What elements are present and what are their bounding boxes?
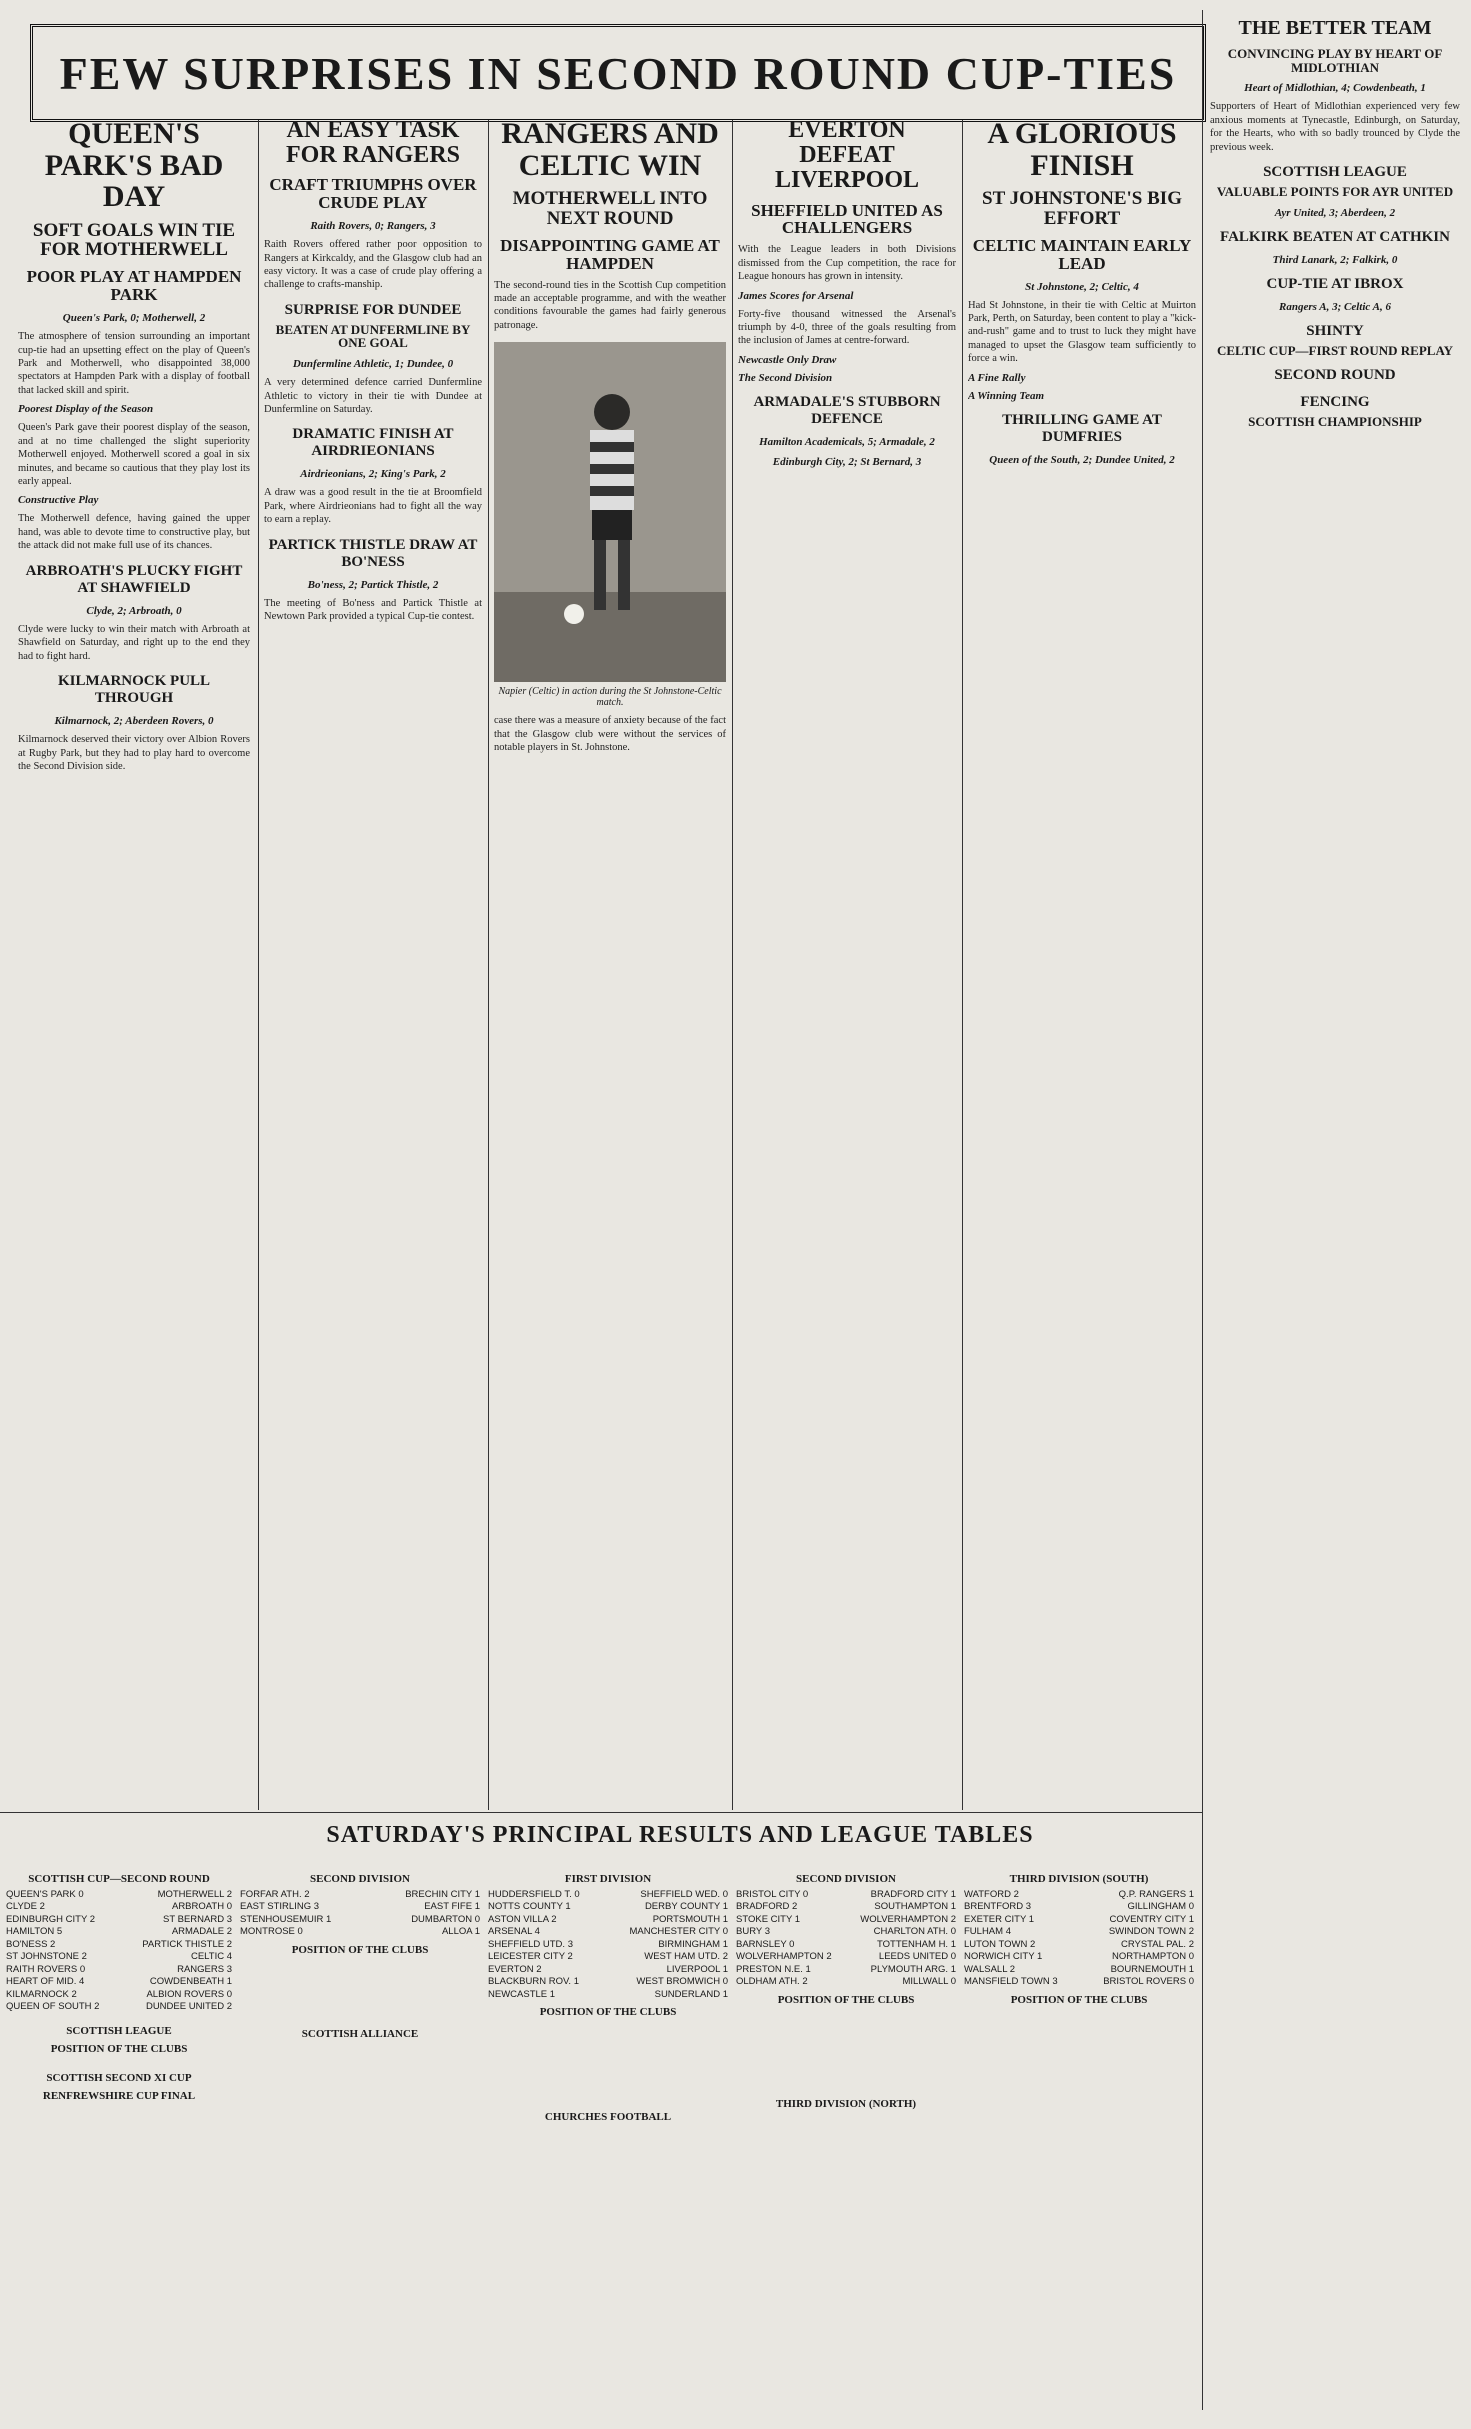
results-rule — [0, 1812, 1202, 1813]
result-row — [488, 1989, 728, 2002]
table-heading: SCOTTISH ALLIANCE — [301, 2028, 419, 2041]
column-st-johnstone — [968, 118, 1196, 1808]
match-score: Raith Rovers, 0; Rangers, 3 — [310, 220, 436, 233]
home-team: LUTON TOWN 2 — [964, 1938, 1036, 1950]
results-rows — [488, 1889, 728, 2002]
away-team: BRECHIN CITY 1 — [405, 1888, 480, 1900]
article-body: Raith Rovers offered rather poor opposition to Rangers at Kirkcaldy, and the Glasgow club had an easy victory. It was a case of crude play offering a challenge to crafts-manship. — [264, 239, 482, 291]
subheading: Constructive Play — [18, 494, 99, 507]
home-team: BLACKBURN ROV. 1 — [488, 1976, 579, 1988]
home-team: NEWCASTLE 1 — [488, 1988, 556, 2000]
match-photo — [494, 342, 726, 682]
home-team: HAMILTON 5 — [6, 1926, 63, 1938]
result-row — [736, 1926, 956, 1939]
section-deck: SCOTTISH CHAMPIONSHIP — [1248, 414, 1422, 430]
away-team: CHARLTON ATH. 0 — [873, 1926, 956, 1938]
section-heading: CUP-TIE AT IBROX — [1266, 275, 1404, 292]
result-row — [240, 1901, 480, 1914]
article-body: Forty-five thousand witnessed the Arsenal's triumph by 4-0, three of the goals resulting from the inclusion of James at centre-forward. — [738, 308, 956, 347]
result-row — [964, 1964, 1194, 1977]
table-heading: FIRST DIVISION — [564, 1873, 652, 1885]
home-team: BRADFORD 2 — [736, 1901, 798, 1913]
result-row — [6, 2001, 232, 2014]
home-team: RAITH ROVERS 0 — [6, 1963, 86, 1975]
away-team: TOTTENHAM H. 1 — [877, 1938, 956, 1950]
subheading: The Second Division — [738, 371, 833, 384]
player-photo-image — [494, 342, 726, 682]
table-heading: RENFREWSHIRE CUP FINAL — [42, 2090, 196, 2103]
home-team: MONTROSE 0 — [240, 1926, 303, 1938]
table-heading: SCOTTISH SECOND XI CUP — [46, 2071, 192, 2084]
section-heading: ARMADALE'S STUBBORN DEFENCE — [753, 393, 941, 427]
away-team: MILLWALL 0 — [902, 1976, 956, 1988]
home-team: BRENTFORD 3 — [964, 1901, 1032, 1913]
away-team: COWDENBEATH 1 — [149, 1976, 232, 1988]
away-team: ST BERNARD 3 — [163, 1913, 232, 1925]
result-row — [6, 1914, 232, 1927]
home-team: NORWICH CITY 1 — [964, 1951, 1043, 1963]
article-body: The Motherwell defence, having gained the upper hand, was able to devote time to constructive play, but the attack did not make full use of its chances. — [18, 513, 250, 552]
results-rows — [964, 1889, 1194, 1989]
away-team: EAST FIFE 1 — [424, 1901, 480, 1913]
away-team: SOUTHAMPTON 1 — [874, 1901, 956, 1913]
article-title: QUEEN'S PARK'S BAD DAY — [44, 118, 224, 213]
result-row — [6, 1939, 232, 1952]
away-team: WEST BROMWICH 0 — [636, 1976, 728, 1988]
away-team: SUNDERLAND 1 — [654, 1988, 728, 2000]
result-row — [964, 1914, 1194, 1927]
column-rule — [732, 120, 733, 1810]
away-team: LIVERPOOL 1 — [666, 1963, 728, 1975]
home-team: LEICESTER CITY 2 — [488, 1951, 573, 1963]
away-team: RANGERS 3 — [177, 1963, 232, 1975]
column-queens-park — [18, 118, 250, 1808]
away-team: BOURNEMOUTH 1 — [1110, 1963, 1194, 1975]
article-deck: SHEFFIELD UNITED AS CHALLENGERS — [751, 200, 943, 238]
match-score: Hamilton Academicals, 5; Armadale, 2 — [759, 435, 935, 448]
subheading: Newcastle Only Draw — [738, 353, 837, 366]
result-row — [6, 1889, 232, 1902]
photo-caption: Napier (Celtic) in action during the St Johnstone-Celtic match. — [498, 686, 722, 709]
result-row — [736, 1964, 956, 1977]
article-body: The meeting of Bo'ness and Partick Thistle at Newtown Park provided a typical Cup-tie contest. — [264, 597, 482, 623]
article-body: The atmosphere of tension surrounding an important cup-tie had an upsetting effect on the play of Queen's Park and Motherwell, who disappointed 38,000 spectators at Hampden Park with a display of football that lacked skill and spirit. — [18, 331, 250, 396]
article-title: A GLORIOUS FINISH — [987, 118, 1177, 182]
article-deck: CELTIC MAINTAIN EARLY LEAD — [972, 235, 1192, 273]
match-score: Clyde, 2; Arbroath, 0 — [86, 604, 182, 617]
away-team: NORTHAMPTON 0 — [1112, 1951, 1194, 1963]
away-team: WOLVERHAMPTON 2 — [860, 1913, 956, 1925]
match-score: Edinburgh City, 2; St Bernard, 3 — [772, 455, 922, 468]
article-deck: CONVINCING PLAY BY HEART OF MIDLOTHIAN — [1227, 46, 1443, 75]
home-team: FORFAR ATH. 2 — [240, 1888, 310, 1900]
article-title: THE BETTER TEAM — [1238, 18, 1432, 39]
home-team: BARNSLEY 0 — [736, 1938, 795, 1950]
result-row — [964, 1976, 1194, 1989]
table-heading: SCOTTISH CUP—SECOND ROUND — [28, 1873, 210, 1885]
home-team: ST JOHNSTONE 2 — [6, 1951, 87, 1963]
article-body: A very determined defence carried Dunfermline Athletic to victory in their tie with Dundee at Dunfermline on Saturday. — [264, 377, 482, 415]
column-rule — [258, 120, 259, 1810]
home-team: WALSALL 2 — [964, 1963, 1016, 1975]
away-team: MANCHESTER CITY 0 — [629, 1926, 728, 1938]
away-team: DERBY COUNTY 1 — [644, 1901, 728, 1913]
away-team: PARTICK THISTLE 2 — [142, 1938, 232, 1950]
away-team: GILLINGHAM 0 — [1127, 1901, 1194, 1913]
home-team: QUEEN OF SOUTH 2 — [6, 2001, 100, 2013]
article-body: Kilmarnock deserved their victory over Albion Rovers at Rugby Park, but they had to play hard to overcome the Second Division side. — [18, 734, 250, 772]
result-row — [736, 1939, 956, 1952]
results-block — [6, 1868, 232, 2408]
table-heading: POSITION OF THE CLUBS — [777, 1993, 915, 2006]
results-block — [240, 1868, 480, 2408]
away-team: LEEDS UNITED 0 — [878, 1951, 956, 1963]
home-team: PRESTON N.E. 1 — [736, 1963, 811, 1975]
match-score: Kilmarnock, 2; Aberdeen Rovers, 0 — [54, 715, 214, 728]
subheading: Poorest Display of the Season — [18, 403, 154, 416]
column-rule — [962, 120, 963, 1810]
away-team: BRISTOL ROVERS 0 — [1103, 1976, 1194, 1988]
result-row — [964, 1951, 1194, 1964]
results-rows — [240, 1889, 480, 1939]
home-team: QUEEN'S PARK 0 — [6, 1888, 84, 1900]
table-heading: SECOND DIVISION — [796, 1873, 896, 1885]
section-heading: ARBROATH'S PLUCKY FIGHT AT SHAWFIELD — [25, 562, 243, 596]
home-team: HEART OF MID. 4 — [6, 1976, 85, 1988]
table-heading: THIRD DIVISION (NORTH) — [775, 2098, 917, 2111]
section-deck: VALUABLE POINTS FOR AYR UNITED — [1216, 184, 1454, 200]
home-team: BRISTOL CITY 0 — [736, 1888, 809, 1900]
result-row — [240, 1926, 480, 1939]
table-heading: SCOTTISH LEAGUE — [66, 2024, 172, 2037]
section-heading: KILMARNOCK PULL THROUGH — [57, 673, 211, 707]
result-row — [240, 1914, 480, 1927]
result-row — [488, 1964, 728, 1977]
home-team: WOLVERHAMPTON 2 — [736, 1951, 832, 1963]
section-heading: FALKIRK BEATEN AT CATHKIN — [1220, 228, 1450, 245]
column-rangers-celtic — [494, 118, 726, 1808]
article-body: Supporters of Heart of Midlothian experienced very few anxious moments at Tynecastle, Edinburgh, on Saturday, for the Hearts, who with so badly trounced by Clyde the previous week. — [1210, 101, 1460, 153]
section-heading: SCOTTISH LEAGUE — [1263, 164, 1407, 181]
article-title: RANGERS AND CELTIC WIN — [501, 118, 719, 182]
result-row — [964, 1889, 1194, 1902]
match-score: Heart of Midlothian, 4; Cowdenbeath, 1 — [1244, 82, 1426, 95]
result-row — [736, 1951, 956, 1964]
match-score: Queen of the South, 2; Dundee United, 2 — [989, 453, 1175, 466]
section-heading: SURPRISE FOR DUNDEE — [284, 301, 462, 318]
section-heading: SHINTY — [1306, 322, 1364, 339]
results-title: SATURDAY'S PRINCIPAL RESULTS AND LEAGUE TABLES — [326, 1822, 1034, 1848]
away-team: ARMADALE 2 — [171, 1926, 232, 1938]
away-team: COVENTRY CITY 1 — [1109, 1913, 1194, 1925]
match-score: Queen's Park, 0; Motherwell, 2 — [62, 312, 206, 325]
subheading: A Fine Rally — [968, 371, 1026, 384]
article-body: Had St Johnstone, in their tie with Celtic at Muirton Park, Perth, on Saturday, been content to play a "kick-and-rush" game and to trust to luck they might have managed to upset the Glasgow team sufficiently to force a win. — [968, 299, 1196, 365]
section-heading: FENCING — [1300, 394, 1370, 411]
article-title: EVERTON DEFEAT LIVERPOOL — [774, 118, 920, 194]
result-row — [488, 1951, 728, 1964]
table-heading: CHURCHES FOOTBALL — [544, 2110, 672, 2123]
home-team: OLDHAM ATH. 2 — [736, 1976, 808, 1988]
table-heading: THIRD DIVISION (SOUTH) — [1009, 1873, 1149, 1885]
article-deck: POOR PLAY AT HAMPDEN PARK — [26, 267, 242, 305]
home-team: EVERTON 2 — [488, 1963, 542, 1975]
home-team: ARSENAL 4 — [488, 1926, 540, 1938]
table-heading: POSITION OF THE CLUBS — [539, 2006, 677, 2019]
article-body: Clyde were lucky to win their match with Arbroath at Shawfield on Saturday, and right up to the end they had to fight hard. — [18, 623, 250, 662]
home-team: KILMARNOCK 2 — [6, 1988, 77, 2000]
result-row — [240, 1889, 480, 1902]
table-heading: POSITION OF THE CLUBS — [1010, 1993, 1148, 2006]
home-team: MANSFIELD TOWN 3 — [964, 1976, 1058, 1988]
away-team: ARBROATH 0 — [171, 1901, 232, 1913]
table-heading: POSITION OF THE CLUBS — [50, 2043, 188, 2056]
results-block — [736, 1868, 956, 2408]
result-row — [488, 1976, 728, 1989]
result-row — [736, 1976, 956, 1989]
result-row — [964, 1939, 1194, 1952]
away-team: CRYSTAL PAL. 2 — [1120, 1938, 1194, 1950]
match-score: Ayr United, 3; Aberdeen, 2 — [1274, 206, 1396, 219]
article-body: case there was a measure of anxiety because of the fact that the Glasgow club were without the services of notable players in St. Johnstone. — [494, 715, 726, 754]
away-team: SHEFFIELD WED. 0 — [640, 1888, 728, 1900]
home-team: EXETER CITY 1 — [964, 1913, 1035, 1925]
article-deck: DISAPPOINTING GAME AT HAMPDEN — [500, 235, 720, 273]
result-row — [6, 1976, 232, 1989]
home-team: CLYDE 2 — [6, 1901, 45, 1913]
result-row — [736, 1889, 956, 1902]
article-deck: SOFT GOALS WIN TIE FOR MOTHERWELL — [32, 219, 236, 261]
article-deck: MOTHERWELL INTO NEXT ROUND — [512, 188, 708, 229]
column-right — [1210, 18, 1460, 2418]
home-team: EDINBURGH CITY 2 — [6, 1913, 96, 1925]
away-team: WEST HAM UTD. 2 — [644, 1951, 728, 1963]
away-team: ALBION ROVERS 0 — [146, 1988, 232, 2000]
article-title: AN EASY TASK FOR RANGERS — [285, 118, 460, 169]
match-score: Rangers A, 3; Celtic A, 6 — [1279, 300, 1391, 313]
result-row — [6, 1951, 232, 1964]
home-team: SHEFFIELD UTD. 3 — [488, 1938, 573, 1950]
away-team: SWINDON TOWN 2 — [1108, 1926, 1194, 1938]
away-team: BRADFORD CITY 1 — [870, 1888, 956, 1900]
home-team: BO'NESS 2 — [6, 1938, 56, 1950]
result-row — [736, 1901, 956, 1914]
results-rows — [6, 1889, 232, 2014]
away-team: DUMBARTON 0 — [411, 1913, 480, 1925]
away-team: DUNDEE UNITED 2 — [145, 2001, 232, 2013]
subheading: James Scores for Arsenal — [738, 289, 854, 302]
home-team: WATFORD 2 — [964, 1888, 1019, 1900]
section-heading: SECOND ROUND — [1274, 367, 1396, 384]
home-team: FULHAM 4 — [964, 1926, 1011, 1938]
away-team: BIRMINGHAM 1 — [658, 1938, 728, 1950]
home-team: EAST STIRLING 3 — [240, 1901, 320, 1913]
result-row — [964, 1901, 1194, 1914]
result-row — [6, 1989, 232, 2002]
main-headline: FEW SURPRISES IN SECOND ROUND CUP-TIES — [30, 24, 1206, 122]
result-row — [6, 1964, 232, 1977]
column-rangers — [264, 118, 482, 1808]
match-score: Dunfermline Athletic, 1; Dundee, 0 — [292, 358, 454, 371]
subheading: A Winning Team — [968, 389, 1045, 402]
section-heading: DRAMATIC FINISH AT AIRDRIEONIANS — [292, 426, 454, 460]
section-deck: BEATEN AT DUNFERMLINE BY ONE GOAL — [275, 321, 471, 351]
article-deck: CRAFT TRIUMPHS OVER CRUDE PLAY — [269, 175, 477, 213]
home-team: NOTTS COUNTY 1 — [488, 1901, 571, 1913]
section-heading: THRILLING GAME AT DUMFRIES — [1002, 411, 1162, 445]
column-rule — [488, 120, 489, 1810]
results-block — [964, 1868, 1194, 2408]
away-team: Q.P. RANGERS 1 — [1118, 1888, 1194, 1900]
article-body: Queen's Park gave their poorest display of the season, and at no time challenged the slight superiority Motherwell enjoyed. Motherwell scored a goal in six minutes, and became so cautious that they play lost its early appeal. — [18, 422, 250, 487]
match-score: Airdrieonians, 2; King's Park, 2 — [300, 468, 446, 481]
article-deck: ST JOHNSTONE'S BIG EFFORT — [982, 188, 1182, 229]
column-rule — [1202, 10, 1203, 2410]
match-score: Third Lanark, 2; Falkirk, 0 — [1272, 253, 1398, 266]
home-team: STOKE CITY 1 — [736, 1913, 801, 1925]
home-team: ASTON VILLA 2 — [488, 1913, 557, 1925]
away-team: MOTHERWELL 2 — [157, 1888, 232, 1900]
result-row — [6, 1901, 232, 1914]
article-body: With the League leaders in both Divisions dismissed from the Cup competition, the race for League honours has grown in intensity. — [738, 244, 956, 283]
result-row — [488, 1914, 728, 1927]
home-team: BURY 3 — [736, 1926, 770, 1938]
away-team: PLYMOUTH ARG. 1 — [870, 1963, 956, 1975]
result-row — [488, 1926, 728, 1939]
result-row — [488, 1889, 728, 1902]
away-team: CELTIC 4 — [190, 1951, 232, 1963]
results-rows — [736, 1889, 956, 1989]
section-heading: PARTICK THISTLE DRAW AT BO'NESS — [268, 536, 478, 570]
table-heading: SECOND DIVISION — [310, 1873, 410, 1885]
column-everton — [738, 118, 956, 1808]
article-body: The second-round ties in the Scottish Cup competition made an acceptable programme, and with the weather conditions favourable the games had fairly generous patronage. — [494, 279, 726, 331]
table-heading: POSITION OF THE CLUBS — [291, 1943, 429, 1956]
result-row — [736, 1914, 956, 1927]
result-row — [6, 1926, 232, 1939]
result-row — [488, 1901, 728, 1914]
results-block — [488, 1868, 728, 2408]
article-body: A draw was a good result in the tie at Broomfield Park, where Airdrieonians had to fight all the way to earn a replay. — [264, 487, 482, 526]
match-score: Bo'ness, 2; Partick Thistle, 2 — [307, 578, 439, 591]
home-team: HUDDERSFIELD T. 0 — [488, 1888, 580, 1900]
home-team: STENHOUSEMUIR 1 — [240, 1913, 332, 1925]
result-row — [488, 1939, 728, 1952]
result-row — [964, 1926, 1194, 1939]
section-deck: CELTIC CUP—FIRST ROUND REPLAY — [1216, 342, 1454, 358]
match-score: St Johnstone, 2; Celtic, 4 — [1025, 280, 1139, 293]
away-team: PORTSMOUTH 1 — [652, 1913, 728, 1925]
away-team: ALLOA 1 — [441, 1926, 480, 1938]
